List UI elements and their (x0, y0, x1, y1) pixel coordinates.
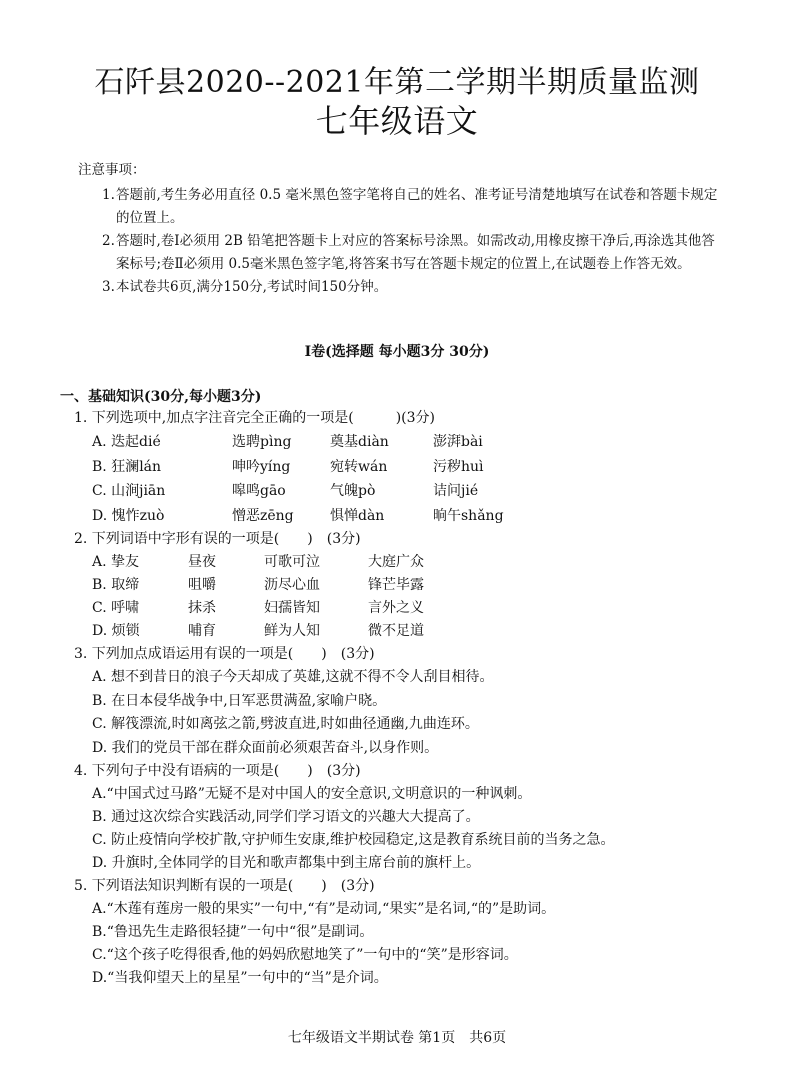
option-row (74, 455, 734, 480)
option-list (74, 898, 734, 990)
question-list (74, 407, 734, 990)
option-cell: 呻吟yíng (232, 458, 291, 475)
option-row (74, 479, 734, 504)
option-line: A.“木莲有莲房一般的果实”一句中,“有”是动词,“果实”是名词,“的”是助词。 (92, 901, 556, 917)
option-cell: 气魄pò (330, 483, 376, 499)
question-stem: 3. 下列加点成语运用有误的一项是( ) (3分) (74, 646, 375, 662)
option-cell: A. 迭起dié (92, 434, 161, 450)
option-line: B. 通过这次综合实践活动,同学们学习语文的兴趣大大提高了。 (92, 809, 480, 825)
option-cell: 污秽huì (433, 458, 484, 475)
option-line: B.“鲁迅先生走路很轻捷”一句中“很”是副词。 (92, 924, 374, 940)
option-row (74, 551, 734, 574)
part-title: Ⅰ卷(选择题 每小题3分 30分) (304, 344, 490, 360)
option-line: B. 在日本侵华战争中,日军恶贯满盈,家喻户晓。 (92, 692, 387, 709)
option-row (74, 620, 734, 643)
question-stem: 2. 下列词语中字形有误的一项是( ) (3分) (74, 531, 361, 547)
option-cell: 哺育 (188, 623, 216, 639)
question-stem: 5. 下列语法知识判断有误的一项是( ) (3分) (74, 878, 375, 894)
notice-item (78, 230, 728, 276)
option-cell: A. 挚友 (92, 554, 140, 570)
option-line: A. 想不到昔日的浪子今天却成了英雄,这就不得不令人刮目相待。 (92, 669, 494, 685)
option-cell: C. 呼啸 (92, 600, 140, 616)
question-4 (74, 760, 734, 875)
question-3 (74, 643, 734, 760)
option-cell: 妇孺皆知 (264, 600, 320, 616)
option-grid (74, 551, 734, 643)
option-cell: 鲜为人知 (264, 623, 320, 639)
option-cell: 咀嚼 (188, 577, 216, 593)
option-line: A.“中国式过马路”无疑不是对中国人的安全意识,文明意识的一种讽刺。 (92, 786, 532, 802)
question-stem: 4. 下列句子中没有语病的一项是( ) (3分) (74, 763, 361, 779)
option-row (74, 597, 734, 620)
notice-item (78, 276, 728, 299)
question-stem: 1. 下列选项中,加点字注音完全正确的一项是( )(3分) (74, 410, 436, 426)
notice-heading: 注意事项： (78, 162, 146, 178)
option-cell: B. 取缔 (92, 577, 140, 593)
option-list (74, 783, 734, 875)
option-cell: 锋芒毕露 (368, 577, 424, 593)
option-cell: 可歌可泣 (264, 554, 320, 570)
option-cell: 澎湃bài (433, 434, 483, 450)
option-cell: C. 山涧jiān (92, 483, 166, 499)
question-1 (74, 407, 734, 528)
option-grid (74, 430, 734, 528)
notice-item (78, 184, 728, 230)
option-line: D. 升旗时,全体同学的目光和歌声都集中到主席台前的旗杆上。 (92, 855, 481, 871)
option-cell: D. 愧怍zuò (92, 507, 165, 524)
option-cell: 奠基diàn (330, 434, 389, 450)
option-cell: 微不足道 (368, 623, 424, 639)
notice-item-number: 1. (102, 187, 115, 203)
option-cell: 宛转wán (330, 458, 388, 475)
notice-item-number: 2. (102, 233, 115, 249)
question-2 (74, 528, 734, 643)
notice-item-text: 本试卷共6页,满分150分,考试时间150分钟。 (116, 279, 388, 295)
exam-title: 石阡县2020--2021年第二学期半期质量监测 (94, 65, 700, 100)
section-title: 一、基础知识(30分,每小题3分) (60, 389, 262, 405)
notice-item-number: 3. (102, 279, 115, 295)
option-row (74, 574, 734, 597)
option-cell: 惧惮dàn (330, 507, 385, 524)
exam-subtitle: 七年级语文 (315, 102, 479, 140)
option-row (74, 504, 734, 529)
option-cell: 选聘pìng (232, 434, 292, 450)
option-line: D.“当我仰望天上的星星”一句中的“当”是介词。 (92, 970, 388, 986)
option-cell: 抹杀 (188, 600, 216, 616)
option-list (74, 666, 734, 760)
option-line: C. 防止疫情向学校扩散,守护师生安康,维护校园稳定,这是教育系统目前的当务之急。 (92, 832, 615, 848)
option-cell: D. 烦锁 (92, 623, 140, 639)
option-cell: 沥尽心血 (264, 577, 320, 593)
option-cell: 晌午shǎng (433, 507, 504, 524)
question-5 (74, 875, 734, 990)
option-cell: 嗥鸣gāo (232, 483, 286, 499)
notice-block (78, 159, 728, 299)
option-cell: 昼夜 (188, 554, 216, 570)
page-footer: 七年级语文半期试卷 第1页 共6页 (287, 1030, 507, 1046)
option-line: C. 解筏漂流,时如离弦之箭,劈波直进,时如曲径通幽,九曲连环。 (92, 716, 479, 732)
option-cell: 言外之义 (368, 600, 424, 616)
option-cell: 诘问jié (433, 483, 479, 499)
notice-item-text: 答题前,考生务必用直径 0.5 毫米黑色签字笔将自己的姓名、准考证号清楚地填写在试卷和答题卡规定的位置上。 (116, 187, 718, 226)
option-line: D. 我们的党员干部在群众面前必须艰苦奋斗,以身作则。 (92, 739, 439, 756)
option-cell: B. 狂澜lán (92, 458, 162, 475)
option-line: C.“这个孩子吃得很香,他的妈妈欣慰地笑了”一句中的“笑”是形容词。 (92, 947, 518, 963)
notice-item-text: 答题时,卷Ⅰ必须用 2B 铅笔把答题卡上对应的答案标号涂黑。如需改动,用橡皮擦干净后,再涂选其他答案标号;卷Ⅱ必须用 0.5毫米黑色签字笔,将答案书写在答题卡规定的位置上,在试题卷上作答无效。 (116, 233, 715, 272)
option-cell: 大庭广众 (368, 554, 424, 570)
option-cell: 憎恶zēng (232, 507, 294, 524)
option-row (74, 430, 734, 455)
